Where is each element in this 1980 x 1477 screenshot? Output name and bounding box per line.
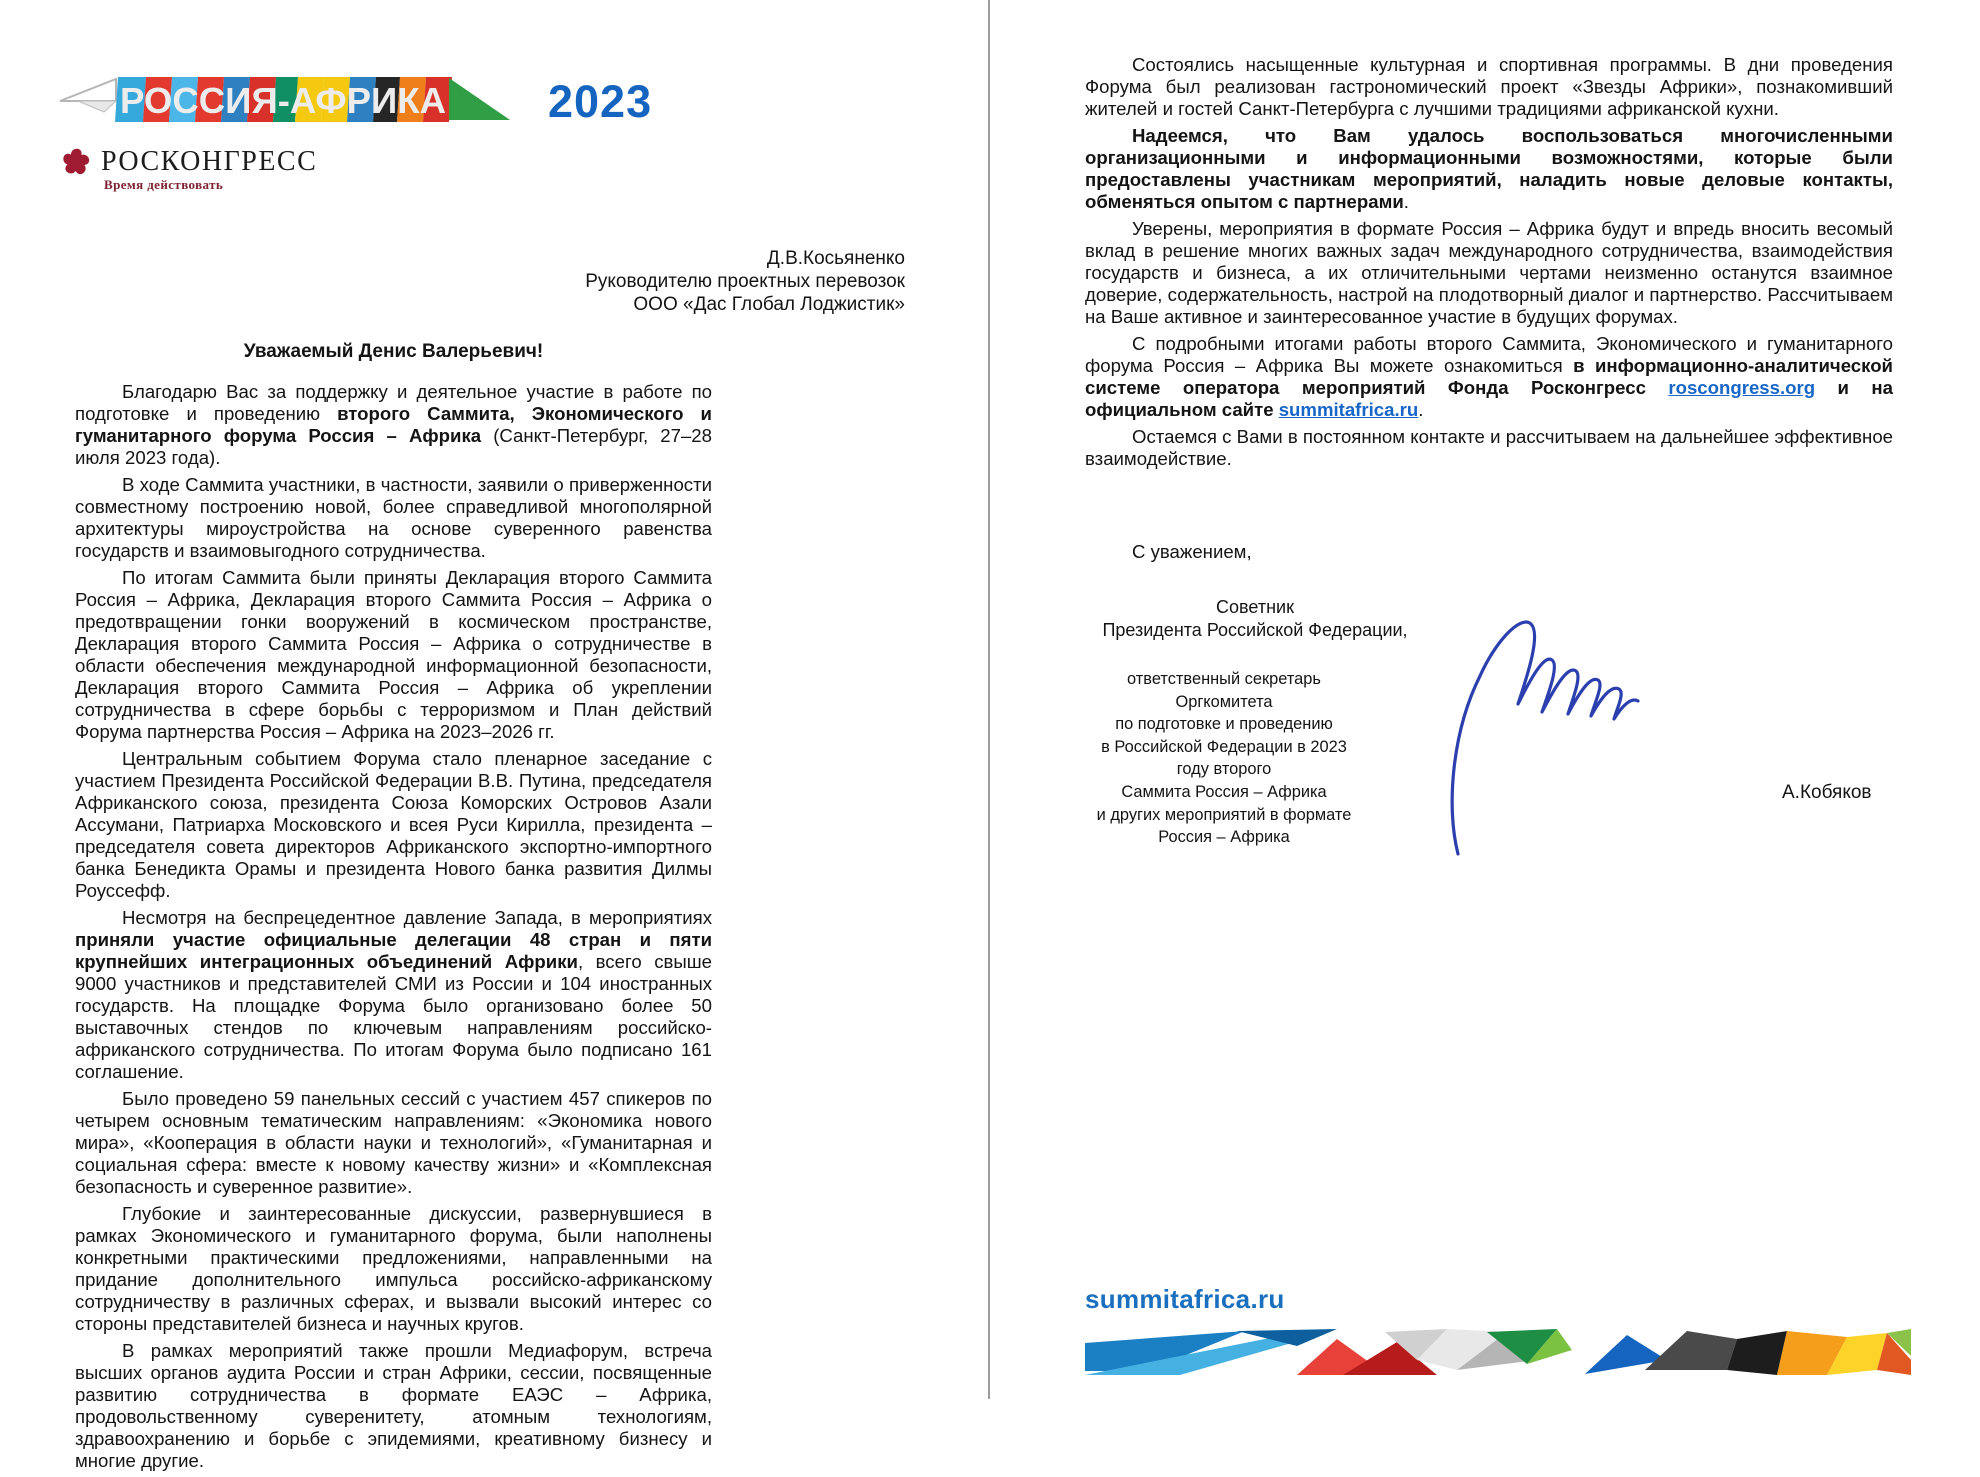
text-run: и на официальном сайте	[1085, 377, 1893, 420]
letter-body-right	[1085, 54, 1893, 475]
paragraph	[1085, 54, 1893, 120]
signoff-role-block	[1085, 668, 1363, 849]
brand-logo-text: РОССИЯ-АФРИКА	[120, 80, 446, 121]
text-run: В рамках мероприятий также прошли Медиафорум, встреча высших органов аудита России и стран Африки, сессии, посвященные развитию сотрудничества в формате ЕАЭС – Африка, продовольственному суверенитету, атомным технологиям, здравоохранению и борьбе с эпидемиями, креативному бизнесу и многие другие.	[75, 1340, 712, 1471]
signature-ink-icon	[1428, 592, 1663, 862]
paragraph	[75, 381, 712, 469]
text-run: .	[1403, 191, 1409, 212]
text-run: приняли участие официальные делегации 48 стран и пяти крупнейших интеграционных объединений Африки	[75, 929, 712, 972]
salutation: Уважаемый Денис Валерьевич!	[243, 341, 544, 362]
text-line: в Российской Федерации в 2023 году второго	[1101, 737, 1347, 779]
text-line: Д.В.Косьяненко	[766, 248, 905, 269]
text-line: Президента Российской Федерации,	[1102, 619, 1408, 640]
link-roscongress-org[interactable]: roscongress.org	[1668, 377, 1816, 398]
signoff-title	[1085, 596, 1425, 641]
recipient-block	[75, 247, 905, 316]
paragraph	[75, 748, 712, 902]
text-line: Россия – Африка	[1158, 828, 1290, 847]
text-run: Остаемся с Вами в постоянном контакте и рассчитываем на дальнейшее эффективное взаимодействие.	[1085, 426, 1893, 469]
paragraph	[1085, 218, 1893, 328]
text-run: .	[1418, 399, 1424, 420]
text-run: Состоялись насыщенные культурная и спортивная программы. В дни проведения Форума был реализован гастрономический проект «Звезды Африки», познакомивший жителей и гостей Санкт-Петербурга с лучшими традициями африканской кухни.	[1085, 54, 1893, 119]
text-run: Было проведено 59 панельных сессий с участием 457 спикеров по четырем основным тематическим направлениям: «Экономика нового мира», «Кооперация в области науки и технологий», «Гуманитарная и социальная сфера: вместе к новому качеству жизни» и «Комплексная безопасность и суверенное развитие».	[75, 1088, 712, 1197]
text-line: по подготовке и проведению	[1115, 715, 1333, 734]
paragraph	[75, 1340, 712, 1472]
text-run: второго Саммита, Экономического и гуманитарного форума Россия – Африка	[75, 403, 712, 446]
text-run: в информационно-аналитической системе оператора мероприятий Фонда Росконгресс	[1085, 355, 1893, 398]
paragraph	[1085, 125, 1893, 213]
paragraph	[75, 1088, 712, 1198]
text-line: ООО «Дас Глобал Лоджистик»	[633, 294, 905, 315]
closing-phrase: С уважением,	[1132, 541, 1252, 562]
paragraph	[75, 907, 712, 1083]
text-line: и других мероприятий в формате	[1096, 805, 1352, 824]
signer-name: А.Кобяков	[1782, 782, 1872, 803]
paragraph	[1085, 426, 1893, 470]
footer-mosaic-stripe-icon	[1085, 1329, 1911, 1377]
text-run: В ходе Саммита участники, в частности, заявили о приверженности совместному построению новой, более справедливой многополярной архитектуры мироустройства на основе суверенного равенства государств и взаимовыгодного сотрудничества.	[75, 474, 712, 561]
footer-site-link[interactable]: summitafrica.ru	[1085, 1284, 1285, 1314]
text-run: С подробными итогами работы второго Саммита, Экономического и гуманитарного форума Россия – Африка Вы можете ознакомиться	[1085, 333, 1893, 376]
text-run: По итогам Саммита были приняты Декларация второго Саммита Россия – Африка, Декларация второго Саммита Россия – Африка о предотвращении гонки вооружений в космическом пространстве, Декларация второго Саммита Россия – Африка о сотрудничестве в области обеспечения международной информационной безопасности, Декларация второго Саммита Россия – Африка об укреплении сотрудничества в сфере борьбы с терроризмом и План действий Форума партнерства Россия – Африка на 2023–2026 гг.	[75, 567, 712, 742]
text-line: Советник	[1216, 597, 1294, 617]
paragraph	[1085, 333, 1893, 421]
pinwheel-flower-icon	[60, 146, 92, 178]
text-run: , всего свыше 9000 участников и представителей СМИ из России и 104 иностранных государств. На площадке Форума было организовано более 50 выставочных стендов по ключевым направлениям российско-африканского сотрудничества. По итогам Форума было подписано 161 соглашение.	[75, 951, 712, 1082]
text-run: Центральным событием Форума стало пленарное заседание с участием Президента Российской Федерации В.В. Путина, председателя Африканского союза, президента Союза Коморских Островов Азали Ассумани, Патриарха Московского и всея Руси Кирилла, президента – председателя совета директоров Африканского экспортно-импортного банка Бенедикта Орамы и президента Нового банка развития Дилмы Роуссефф.	[75, 748, 712, 901]
paragraph	[75, 474, 712, 562]
text-line: Саммита Россия – Африка	[1121, 782, 1327, 801]
link-summitafrica-ru[interactable]: summitafrica.ru	[1278, 399, 1419, 420]
text-run: Глубокие и заинтересованные дискуссии, развернувшиеся в рамках Экономического и гуманитарного форума, были наполнены конкретными практическими предложениями, направленными на придание дополнительного импульса российско-африканскому сотрудничеству в различных сферах, и вызвали высокий интерес со стороны представителей бизнеса и научных кругов.	[75, 1203, 712, 1334]
text-run: Несмотря на беспрецедентное давление Запада, в мероприятиях	[122, 907, 712, 928]
roscongress-wordmark: РОСКОНГРЕСС	[101, 146, 318, 177]
text-run: (Санкт-Петербург, 27–28 июля 2023 года).	[75, 425, 712, 468]
russia-africa-logo-icon	[58, 74, 510, 126]
text-run: Уверены, мероприятия в формате Россия – Африка будут и впредь вносить весомый вклад в решение многих важных задач международного сотрудничества, взаимодействия государств и бизнеса, а их отличительными чертами неизменно останутся взаимное доверие, содержательность, настрой на плодотворный диалог и партнерство. Рассчитываем на Ваше активное и заинтересованное участие в будущих форумах.	[1085, 218, 1893, 327]
roscongress-logo	[60, 146, 317, 178]
page-divider	[988, 0, 990, 1399]
paragraph	[75, 567, 712, 743]
text-line: Руководителю проектных перевозок	[585, 271, 905, 292]
text-run: Надеемся, что Вам удалось воспользоваться многочисленными организационными и информационными возможностями, которые были предоставлены участникам мероприятий, наладить новые деловые контакты, обменяться опытом с партнерами	[1085, 125, 1893, 212]
text-run: Благодарю Вас за поддержку и деятельное участие в работе по подготовке и проведению	[75, 381, 712, 424]
roscongress-tagline: Время действовать	[104, 177, 224, 192]
paragraph	[75, 1203, 712, 1335]
text-line: ответственный секретарь Оргкомитета	[1127, 670, 1321, 711]
logo-year: 2023	[548, 76, 653, 127]
letter-body-left	[75, 381, 712, 1477]
header-logo-row	[58, 74, 652, 128]
